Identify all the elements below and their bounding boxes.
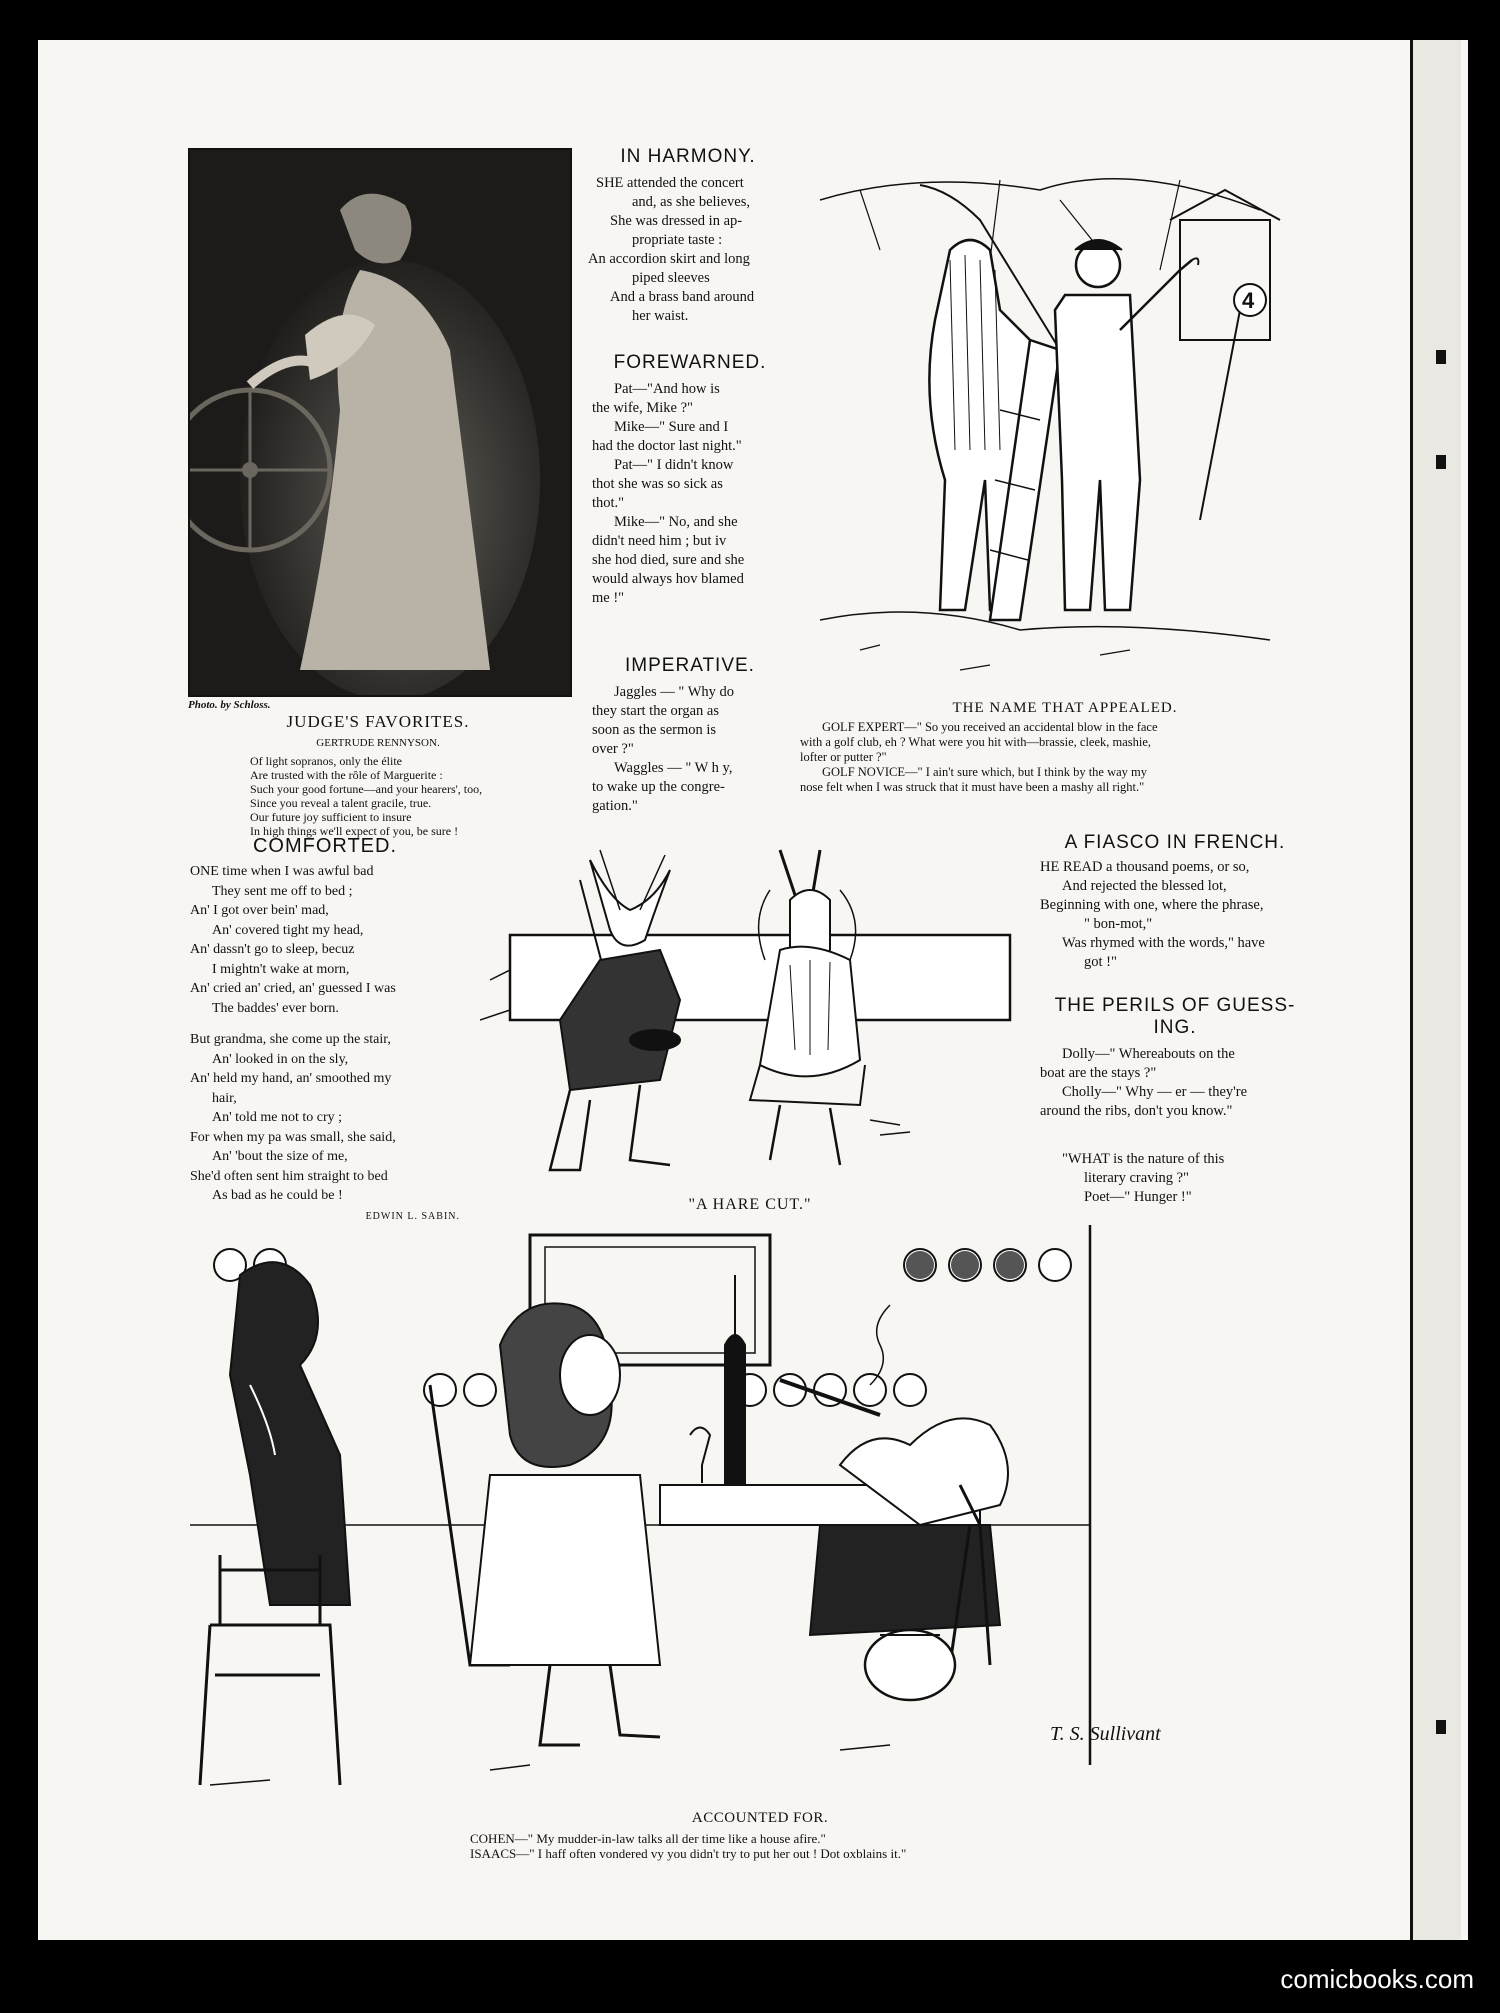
judges-favorites <box>188 712 568 838</box>
text-line: gation." <box>592 798 638 814</box>
in-harmony-section <box>588 146 788 326</box>
text-line: me !" <box>592 590 625 606</box>
comforted-stanza-2 <box>190 1030 460 1206</box>
page-spine <box>1410 40 1461 1940</box>
text-line: She'd often sent him straight to bed <box>190 1168 388 1184</box>
text-line: didn't need him ; but iv <box>592 533 727 549</box>
text-line: The baddes' ever born. <box>212 1000 339 1016</box>
text-line: lofter or putter ?" <box>800 750 887 764</box>
text-line: I mightn't wake at morn, <box>212 961 350 977</box>
golf-illustration <box>800 150 1330 690</box>
verse-line: Since you reveal a talent gracile, true. <box>250 796 432 810</box>
text-line: Poet—" Hunger !" <box>1084 1189 1192 1205</box>
perils-text <box>1040 1045 1310 1121</box>
golf-caption: THE NAME THAT APPEALED. <box>952 700 1178 716</box>
text-line: Dolly—" Whereabouts on the <box>1062 1046 1235 1062</box>
text-line: would always hov blamed <box>592 571 744 587</box>
hare-cut-caption: "A HARE CUT." <box>688 1196 812 1213</box>
comforted-section <box>190 835 460 1224</box>
text-line: An' looked in on the sly, <box>212 1051 349 1067</box>
golf-joke <box>800 700 1330 795</box>
text-line: had the doctor last night." <box>592 438 742 454</box>
text-line: piped sleeves <box>632 270 710 286</box>
text-line: They sent me off to bed ; <box>212 883 353 899</box>
text-line: She was dressed in ap- <box>610 213 743 229</box>
forewarned-text <box>592 380 788 608</box>
text-line: and, as she believes, <box>632 194 750 210</box>
comforted-author: EDWIN L. SABIN. <box>365 1210 460 1222</box>
accounted-text <box>470 1831 1330 1861</box>
verse-line: Of light sopranos, only the élite <box>250 754 402 768</box>
text-line: the wife, Mike ?" <box>592 400 693 416</box>
text-line: GOLF EXPERT—" So you received an accidental blow in the face <box>822 720 1158 734</box>
text-line: with a golf club, eh ? What were you hit with—brassie, cleek, mashie, <box>800 735 1152 749</box>
text-line: boat are the stays ?" <box>1040 1065 1157 1081</box>
text-line: GOLF NOVICE—" I ain't sure which, but I think by the way my <box>822 765 1148 779</box>
text-line: ONE time when I was awful bad <box>190 864 374 879</box>
text-line: Mike—" Sure and I <box>614 419 729 435</box>
text-line: to wake up the congre- <box>592 779 725 795</box>
text-line: An' 'bout the size of me, <box>212 1149 348 1164</box>
text-line: Mike—" No, and she <box>614 514 738 530</box>
text-line: Beginning with one, where the phrase, <box>1040 897 1264 913</box>
imperative-section <box>592 655 788 816</box>
text-line: HE READ a thousand poems, or so, <box>1040 859 1250 875</box>
text-line: And rejected the blessed lot, <box>1062 878 1227 894</box>
hole-number-flag: 4 <box>1242 288 1255 313</box>
photo-verse <box>250 754 568 838</box>
text-line: An accordion skirt and long <box>588 251 750 267</box>
comforted-stanza-1 <box>190 862 460 1018</box>
text-line: literary craving ?" <box>1084 1170 1189 1186</box>
artist-signature: T. S. Sullivant <box>1050 1723 1161 1745</box>
photo-credit: Photo. by Schloss. <box>188 699 271 711</box>
hare-cut-illustration <box>480 840 1020 1180</box>
accounted-for-illustration <box>190 1225 1330 1800</box>
fiasco-text <box>1040 858 1310 972</box>
text-line: thot." <box>592 495 625 511</box>
text-line: Pat—"And how is <box>614 381 720 397</box>
text-line: thot she was so sick as <box>592 476 723 492</box>
imperative-text <box>592 683 788 816</box>
text-line: Was rhymed with the words," have <box>1062 935 1265 951</box>
fiasco-section <box>1040 832 1310 972</box>
text-line: over ?" <box>592 741 634 757</box>
verse-line: Such your good fortune—and your hearers', too, <box>250 782 483 796</box>
perils-section <box>1040 995 1310 1121</box>
photo-subject: GERTRUDE RENNYSON. <box>316 737 440 749</box>
text-line: ISAACS—" I haff often vondered vy you didn't try to put her out ! Dot oxblains it." <box>470 1846 907 1861</box>
portrait-photo <box>188 148 572 697</box>
literary-text <box>1040 1150 1310 1207</box>
fiasco-title: A FIASCO IN FRENCH. <box>1064 832 1286 853</box>
text-line: hair, <box>212 1090 237 1106</box>
text-line: propriate taste : <box>632 232 723 248</box>
text-line: And a brass band around <box>610 289 755 305</box>
imperative-title: IMPERATIVE. <box>625 655 755 676</box>
text-line: nose felt when I was struck that it must have been a mashy all right." <box>800 780 1145 794</box>
text-line: SHE attended the concert <box>596 175 744 191</box>
verse-line: Are trusted with the rôle of Marguerite : <box>250 768 443 782</box>
text-line: COHEN—" My mudder-in-law talks all der time like a house afire." <box>470 1831 826 1846</box>
text-line: Cholly—" Why — er — they're <box>1062 1084 1248 1100</box>
in-harmony-title: IN HARMONY. <box>620 146 756 167</box>
text-line: she hod died, sure and she <box>592 552 745 568</box>
literary-section <box>1040 1150 1310 1207</box>
text-line: got !" <box>1084 954 1117 970</box>
text-line: An' covered tight my head, <box>212 922 364 938</box>
text-line: they start the organ as <box>592 703 719 719</box>
text-line: Waggles — " W h y, <box>614 760 733 776</box>
judges-favorites-title: JUDGE'S FAVORITES. <box>286 712 470 731</box>
forewarned-title: FOREWARNED. <box>613 352 767 373</box>
perils-title-line-1: THE PERILS OF GUESS- <box>1054 995 1296 1016</box>
text-line: soon as the sermon is <box>592 722 717 738</box>
text-line: An' held my hand, an' smoothed my <box>190 1071 392 1086</box>
in-harmony-text <box>588 174 788 326</box>
accounted-for-caption <box>190 1810 1330 1861</box>
verse-line: Our future joy sufficient to insure <box>250 810 412 824</box>
comforted-title: COMFORTED. <box>252 835 398 857</box>
spine-mark <box>1436 1720 1446 1734</box>
text-line: around the ribs, don't you know." <box>1040 1103 1233 1119</box>
text-line: An' I got over bein' mad, <box>190 903 329 918</box>
site-watermark: comicbooks.com <box>1280 1964 1474 1994</box>
forewarned-section <box>592 352 788 608</box>
text-line: her waist. <box>632 308 689 324</box>
text-line: For when my pa was small, she said, <box>190 1129 396 1145</box>
accounted-title: ACCOUNTED FOR. <box>691 1810 829 1826</box>
text-line: Jaggles — " Why do <box>614 684 735 700</box>
perils-title-line-2: ING. <box>1153 1017 1197 1038</box>
text-line: An' told me not to cry ; <box>212 1110 343 1125</box>
text-line: An' cried an' cried, an' guessed I was <box>190 981 396 996</box>
golf-text <box>800 720 1330 795</box>
text-line: But grandma, she come up the stair, <box>190 1032 391 1047</box>
spine-mark <box>1436 350 1446 364</box>
text-line: An' dassn't go to sleep, becuz <box>190 942 355 957</box>
text-line: Pat—" I didn't know <box>614 457 734 473</box>
verse-line: In high things we'll expect of you, be sure ! <box>250 824 459 838</box>
text-line: " bon-mot," <box>1084 916 1153 932</box>
spine-mark <box>1436 455 1446 469</box>
text-line: As bad as he could be ! <box>212 1188 343 1203</box>
text-line: "WHAT is the nature of this <box>1062 1151 1225 1167</box>
